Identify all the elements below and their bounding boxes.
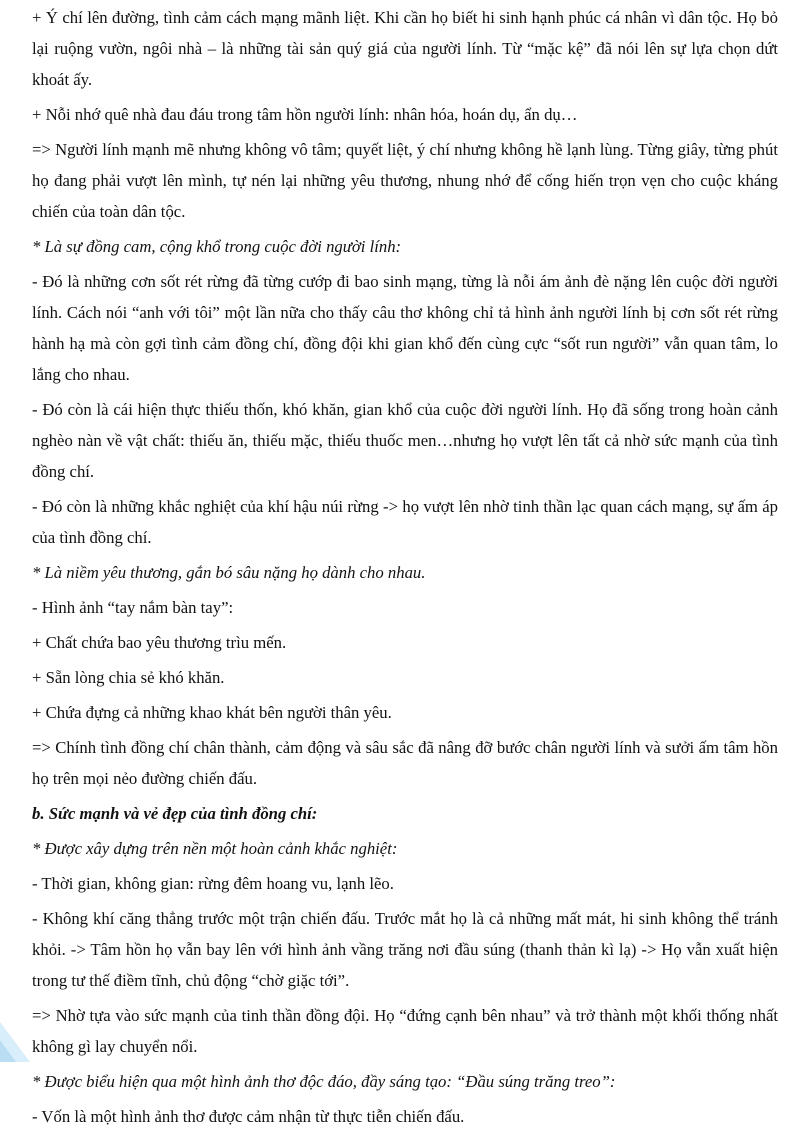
- paragraph-tense-atmosphere: - Không khí căng thẳng trước một trận chiến đấu. Trước mắt họ là cả những mất mát, hi sinh không thể tránh khỏi. -> Tâm hồn họ vẫn bay lên với hình ảnh vầng trăng nơi đầu súng (thanh thản kì lạ) -> Họ vẫn xuất hiện trong tư thế điềm tĩnh, chủ động “chờ giặc tới”.: [32, 909, 778, 990]
- paragraph-longing: + Chứa đựng cả những khao khát bên người thân yêu.: [32, 703, 392, 722]
- heading-harsh-setting: * Được xây dựng trên nền một hoàn cảnh khắc nghiệt:: [32, 839, 398, 858]
- paragraph-conclusion-comrade: => Chính tình đồng chí chân thành, cảm động và sâu sắc đã nâng đỡ bước chân người lính và sưởi ấm tâm hồn họ trên mọi nẻo đường chiến đấu.: [32, 738, 778, 788]
- paragraph-deprivation: - Đó còn là cái hiện thực thiếu thốn, khó khăn, gian khổ của cuộc đời người lính. Họ đã sống trong hoàn cảnh nghèo nàn về vật chất: thiếu ăn, thiếu mặc, thiếu thuốc men…nhưng họ vượt lên tất cả nhờ sức mạnh của tình đồng chí.: [32, 400, 778, 481]
- heading-poetic-image: * Được biểu hiện qua một hình ảnh thơ độc đáo, đầy sáng tạo: “Đầu súng trăng treo”:: [32, 1072, 616, 1091]
- paragraph-time-space: - Thời gian, không gian: rừng đêm hoang vu, lạnh lẽo.: [32, 874, 394, 893]
- paragraph-climate: - Đó còn là những khắc nghiệt của khí hậu núi rừng -> họ vượt lên nhờ tinh thần lạc quan cách mạng, sự ấm áp của tình đồng chí.: [32, 497, 778, 547]
- paragraph-standing-together: => Nhờ tựa vào sức mạnh của tinh thần đồng đội. Họ “đứng cạnh bên nhau” và trở thành một khối thống nhất không gì lay chuyển nổi.: [32, 1006, 778, 1056]
- paragraph-malaria: - Đó là những cơn sốt rét rừng đã từng cướp đi bao sinh mạng, từng là nỗi ám ảnh đè nặng lên cuộc đời người lính. Cách nói “anh với tôi” một lần nữa cho thấy câu thơ không chỉ tả hình ảnh người lính bị cơn sốt rét rừng hành hạ mà còn gợi tình cảm đồng chí, đồng đội khi gian khổ đến cùng cực “sốt run người” vẫn quan tâm, lo lắng cho nhau.: [32, 272, 778, 384]
- heading-mutual-love: * Là niềm yêu thương, gắn bó sâu nặng họ dành cho nhau.: [32, 563, 426, 582]
- paragraph-poetic-origin: - Vốn là một hình ảnh thơ được cảm nhận từ thực tiễn chiến đấu.: [32, 1107, 465, 1126]
- document-page: [32, 0, 778, 1136]
- paragraph-sharing: + Sẵn lòng chia sẻ khó khăn.: [32, 668, 225, 687]
- paragraph-willpower: + Ý chí lên đường, tình cảm cách mạng mãnh liệt. Khi cần họ biết hi sinh hạnh phúc cá nhân vì dân tộc. Họ bỏ lại ruộng vườn, ngôi nhà – là những tài sản quý giá của người lính. Từ “mặc kệ” đã nói lên sự lựa chọn dứt khoát ấy.: [32, 8, 778, 89]
- section-heading-b: b. Sức mạnh và vẻ đẹp của tình đồng chí:: [32, 804, 318, 823]
- heading-shared-hardship: * Là sự đồng cam, cộng khổ trong cuộc đời người lính:: [32, 237, 402, 256]
- paragraph-conclusion-soldier: => Người lính mạnh mẽ nhưng không vô tâm; quyết liệt, ý chí nhưng không hề lạnh lùng. Từng giây, từng phút họ đang phải vượt lên mình, tự nén lại những yêu thương, nhung nhớ để cống hiến trọn vẹn cho cuộc kháng chiến của toàn dân tộc.: [32, 140, 778, 221]
- paragraph-affection: + Chất chứa bao yêu thương trìu mến.: [32, 633, 287, 652]
- paragraph-holding-hands: - Hình ảnh “tay nắm bàn tay”:: [32, 598, 234, 617]
- paragraph-homesickness: + Nỗi nhớ quê nhà đau đáu trong tâm hồn người lính: nhân hóa, hoán dụ, ẩn dụ…: [32, 105, 578, 124]
